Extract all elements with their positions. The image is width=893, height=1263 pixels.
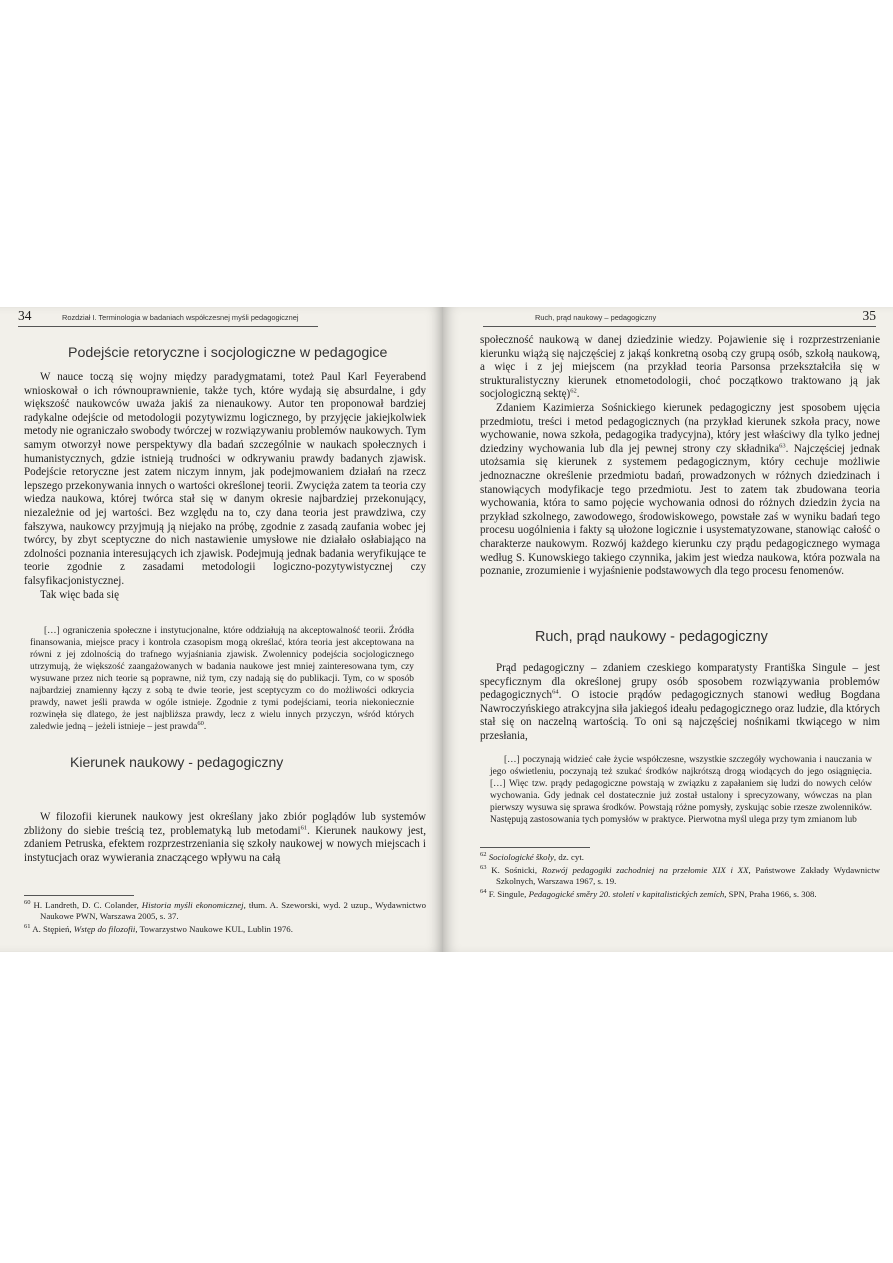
running-head [18,307,318,327]
left-main-text [24,371,426,602]
right-section-text [480,662,880,744]
page-number: 34 [18,308,32,323]
body-text: Prąd pedagogiczny – zdaniem czeskiego komparatysty Františka Singule – jest specyficznym dla określonej grupy osób sposobem rozwiązywania problemów pedagogicznych [480,662,880,702]
body-paragraph: W nauce toczą się wojny między paradygmatami, toteż Paul Karl Feyerabend wnioskował o ich równouprawnienie, także tych, które wydają się absurdalne, i gdy większość naukowców uważa jakiś za nienaukowy. Autor ten proponował bardziej radykalne odejście od metodologii pozytywizmu logicznego, by przyjęcie jakiejkolwiek metody nie ograniczało swobody twórczej w rozwiązywaniu problemów naukowych. Tym samym otworzył nowe perspektywy dla badań szczególnie w naukach społecznych i humanistycznych, gdzie istnieją trudności w odkrywaniu prawdy badanych zjawisk. Podejście retoryczne jest zatem niczym innym, jak podejmowaniem działań na rzecz lepszego przekonywania innych o wartości określonej teorii. Zwycięża zatem ta teoria czy wiedza naukowa, której twórca stał się w danym okresie najbardziej przekonujący, niezależnie od jej wartości. Bez względu na to, czy dana teoria jest prawdziwa, czy fałszywa, naukowcy przyjmują ją niejako na próbę, zgodnie z zasadą zaufania wobec jej twórcy, by zbyt sceptyczne do nich nastawienie umysłowe nie działało osłabiająco na zdolności poznania interesujących ich zjawisk. Podejmują jednak badania weryfikujące te teorie zgodnie z zasadami metodologii logiczno-pozytywistycznej czy falsyfikacjonistycznej. [24,371,426,587]
running-title: Rozdział I. Terminologia w badaniach współczesnej myśli pedagogicznej [62,313,299,322]
body-text: . Najczęściej jednak utożsamia się kierunek z systemem pedagogicznym, który cechuje możliwie jednoznaczne określenie przedmiotu badań, prowadzonych w różnych dziedzinach i stanowiących modyfikacje tego przedmiotu. Jest to zatem tak zbudowana teoria wychowania, która to samo pojęcie wychowania odnosi do różnych dziedzin życia na przykład szkolnego, zawodowego, środowiskowego, powstałe zaś w wyniku badań tego procesu uogólnienia i fakty są ułożone logicznie i usystematyzowane, stanowiąc całość o charakterze naukowym. Rozwój każdego kierunku czy prądu pedagogicznego wymaga według S. Kunowskiego takiego czynnika, jakim jest wiedza naukowa, która pozwala na poznanie, zrozumienie i wyjaśnienie podstawowych dla tego procesu fenomenów. [480,442,881,578]
footnote-ref: 61 [300,823,308,831]
footnote: $^{60}$ H. Landreth, D. C. Colander, Historia myśli ekonomicznej, tłum. A. Szeworski, wyd. 2 uzup., Wydawnictwo Naukowe PWN, Warszawa 2005, s. 37. [24,899,426,921]
section-title-direction: Kierunek naukowy - pedagogiczny [70,754,284,770]
page-number: 35 [862,308,876,323]
running-title: Ruch, prąd naukowy – pedagogiczny [535,313,657,322]
block-quote [490,754,872,826]
footnote: $^{64}$ F. Singule, Pedagogické směry 20. století v kapitalistických zemích, SPN, Praha 1966, s. 308. [480,888,817,899]
section-title-movement: Ruch, prąd naukowy - pedagogiczny [535,629,768,645]
footnote-divider [24,895,134,896]
left-continuation-text [24,811,426,865]
body-text: . O istocie prądów pedagogicznych stanowi według Bogdana Nawroczyńskiego atrakcyjna siła jakiegoś ideału pedagogicznego oraz ludzie, dla których stał się on naczelną wartością. To oni są najczęściej nośnikami tkwiącego w nim przesłania, [480,689,880,742]
footnote: $^{63}$ K. Sośnicki, Rozwój pedagogiki zachodniej na przełomie XIX i XX, Państwowe Zakłady Wydawnictw Szkolnych, Warszawa 1967, s. 19. [480,864,881,886]
footnote-ref: 60 [197,719,204,727]
footnote: $^{62}$ Sociologické školy, dz. cyt. [480,851,584,862]
footnote-divider [480,847,590,848]
block-quote: […] ograniczenia społeczne i instytucjonalne, które oddziałują na akceptowalność teorii. Źródła finansowania, miejsce pracy i kontrola czasopism mogą określać, która teoria jest akceptowana na równi z jej zdolnością do trafnego wyjaśniania zjawisk. Zwolennicy podejścia socjologicznego utrzymują, że większość zaangażowanych w badania naukowe jest mniej zainteresowana tym, czy wysuwane przez nich teorie są poprawne, niż tym, czy nadają się do publikacji. Tym, co w sposób najbardziej znamienny łączy z sobą te dwie teorie, jest sceptycyzm co do możliwości odkrycia prawdy, nawet jeśli prawda w ogóle istnieje. Zgodnie z tymi podejściami, teoria niekoniecznie rozwinęła się dlatego, że jest najbliższa prawdy, lecz z wielu innych przyczyn, wśród których zaledwie jedną – jeżeli istnieje – jest prawda$^{60}$. [30,626,414,732]
footnotes [480,847,880,902]
quote-text: […] ograniczenia społeczne i instytucjonalne, które oddziałują na akceptowalność teorii. Źródła finansowania, miejsce pracy i kontrola czasopism mogą określać, która teoria jest akceptowana na równi z jej zdolnością do trafnego wyjaśniania zjawisk. Zwolennicy podejścia socjologicznego utrzymują, że większość zaangażowanych w badania naukowe jest mniej zainteresowana tym, czy wysuwane przez nich teorie są poprawne, niż tym, czy nadają się do publikacji. Tym, co w sposób najbardziej znamienny łączy z sobą te dwie teorie, jest sceptycyzm co do możliwości odkrycia prawdy, nawet jeśli prawda w ogóle istnieje. Zgodnie z tymi podejściami, teoria niekoniecznie rozwinęła się dlatego, że jest najbliższa prawdy, lecz z wielu innych przyczyn, wśród których zaledwie jedną – jeżeli istnieje – jest prawda [30,626,414,732]
right-page [443,307,893,952]
body-text: społeczność naukową w danej dziedzinie wiedzy. Pojawienie się i rozprzestrzenianie kierunku wiążą się najczęściej z jakąś konkretną osobą czy grupą osób, szkołą naukową, a więc i z jej miejscem (na przykład teoria Parsonsa przekształciła się w strukturalistyczny kierunek etnometodologii, choć początkowo traktowano ją jak socjologiczną sektę) [480,334,880,401]
body-text: Zdaniem Kazimierza Sośnickiego kierunek pedagogiczny jest sposobem ujęcia przedmiotu, treści i metod pedagogicznych (na przykład kierunek szkoła pracy, nowe wychowanie, nowa szkoła, pedagogika tradycyjna), który jest właściwy dla tylko jednej dziedziny wychowania lub dla jej pewnej strony czy składnika [480,401,880,455]
footnote-ref: 64 [552,688,559,696]
footnote-ref: 63 [779,442,786,450]
section-title-rhetorical: Podejście retoryczne i socjologiczne w pedagogice [68,345,388,361]
footnote-ref: 62 [570,387,577,395]
footnotes [24,895,426,937]
quote-text: […] poczynają widzieć całe życie współczesne, wszystkie szczegóły wychowania i nauczania w jego oświetleniu, poczynają też szukać środków najkrótszą drogą wiodących do jego osiągnięcia. […] Więc tzw. prądy pedagogiczne powstają w związku z zapałaniem się ludzi do nowych celów wychowania. Gdy jednak cel dostatecznie już został ustalony i sprecyzowany, wówczas na plan pierwszy wysuwa się sprawa środków. Powstają różne pomysły, zyskując sobie rzesze zwolenników. Następują zastosowania tych pomysłów w praktyce. Pierwotna myśl ulega przy tym zmianom lub [490,755,872,825]
body-text: W filozofii kierunek naukowy jest określany jako zbiór poglądów lub systemów zbliżony do siebie treścią tez, problematyką lub metodami [24,811,426,837]
right-main-text: społeczność naukową w danej dziedzinie wiedzy. Pojawienie się i rozprzestrzenianie kierunku wiążą się najczęściej z jakąś konkretną osobą czy grupą osób, szkołą naukową, a więc i z jej miejscem (na przykład teoria Parsonsa przekształciła się w strukturalistyczny kierunek etnometodologii, choć początkowo traktowano ją jak socjologiczną sektę)$^{62}$. Zdaniem Kazimierza Sośnickiego kierunek pedagogiczny jest sposobem ujęcia przedmiotu, treści i metod pedagogicznych (na przykład kierunek szkoła pracy, nowe wychowanie, nowa szkoła, pedagogika tradycyjna), który jest właściwy dla tylko jednej dziedziny wychowania lub dla jej pewnej strony czy składnika$^{63}$. Najczęściej jednak utożsamia się kierunek z systemem pedagogicznym, który cechuje możliwie jednoznaczne określenie przedmiotu badań, prowadzonych w różnych dziedzinach i stanowiących modyfikacje tego przedmiotu. Jest to zatem tak zbudowana teoria wychowania, która to samo pojęcie wychowania odnosi do różnych dziedzin życia na przykład szkolnego, zawodowego, środowiskowego, powstałe zaś w wyniku badań tego procesu uogólnienia i fakty są ułożone logicznie i usystematyzowane, stanowiąc całość o charakterze naukowym. Rozwój każdego kierunku czy prądu pedagogicznego wymaga według S. Kunowskiego takiego czynnika, jakim jest wiedza naukowa, która pozwala na poznanie, zrozumienie i wyjaśnienie podstawowych dla tego procesu fenomenów. [480,334,881,578]
body-paragraph: Tak więc bada się [40,588,119,601]
left-page [0,307,443,952]
body-text: . Kierunek naukowy jest, zdaniem Petruska, efektem rozprzestrzeniania się szkoły naukowej w nowych miejscach i instytucjach oraz wywierania znaczącego wpływu na całą [24,824,426,864]
running-head [483,307,876,327]
footnote: $^{61}$ A. Stępień, Wstęp do filozofii, Towarzystwo Naukowe KUL, Lublin 1976. [24,923,293,934]
